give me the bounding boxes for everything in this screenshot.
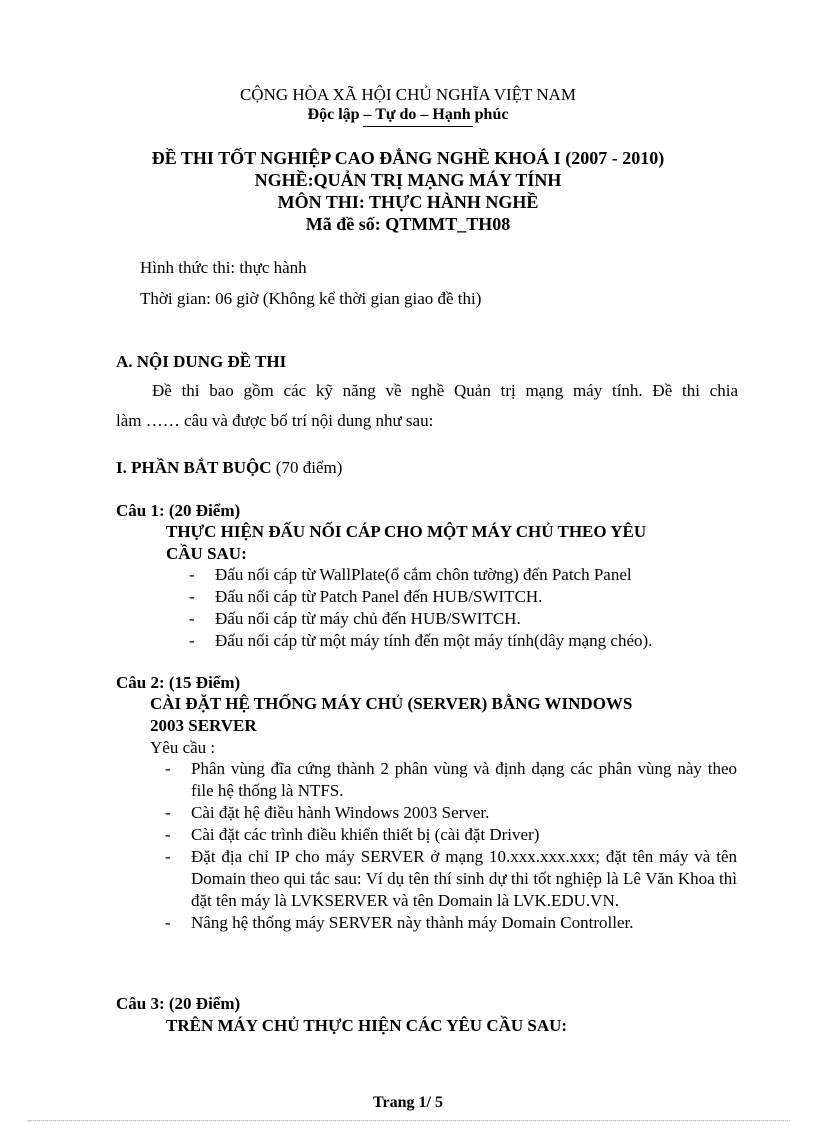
dash-marker: -	[165, 913, 171, 932]
dash-marker: -	[165, 847, 171, 866]
list-item: - Đấu nối cáp từ Patch Panel đến HUB/SWITCH.	[189, 587, 543, 606]
q1-label: Câu 1: (20 Điểm)	[116, 501, 241, 520]
dash-marker: -	[189, 631, 195, 650]
part-i-heading-bold: I. PHẦN BẮT BUỘC	[116, 458, 272, 477]
exam-code: Mã đề số: QTMMT_TH08	[305, 214, 511, 234]
part-i-heading-points: (70 điểm)	[271, 458, 343, 477]
dash-marker: -	[165, 825, 171, 844]
list-item: - Cài đặt hệ điều hành Windows 2003 Server.	[165, 803, 490, 822]
q1-title-line2: CẦU SAU:	[166, 544, 247, 563]
q2-list	[165, 758, 737, 934]
q2-title-line2: 2003 SERVER	[150, 716, 257, 735]
exam-title: ĐỀ THI TỐT NGHIỆP CAO ĐẲNG NGHỀ KHOÁ I (2007 - 2010)	[151, 148, 665, 168]
q2-title-line1: CÀI ĐẶT HỆ THỐNG MÁY CHỦ (SERVER) BẰNG WINDOWS	[150, 694, 633, 713]
q2-label: Câu 2: (15 Điểm)	[116, 673, 241, 692]
exam-time: Thời gian: 06 giờ (Không kể thời gian giao đề thi)	[140, 289, 482, 308]
q2-requirements-label: Yêu cầu :	[150, 738, 216, 757]
list-item: - Phân vùng đĩa cứng thành 2 phân vùng và định dạng các phân vùng này theo file hệ thống là NTFS.	[165, 759, 737, 800]
footer-divider	[28, 1120, 790, 1121]
q1-list	[189, 564, 749, 652]
q1-title-line1: THỰC HIỆN ĐẤU NỐI CÁP CHO MỘT MÁY CHỦ THEO YÊU	[166, 522, 647, 541]
dash-marker: -	[189, 565, 195, 584]
profession-title: NGHỀ:QUẢN TRỊ MẠNG MÁY TÍNH	[254, 170, 562, 190]
list-item: - Nâng hệ thống máy SERVER này thành máy Domain Controller.	[165, 913, 634, 932]
exam-form: Hình thức thi: thực hành	[140, 258, 307, 277]
dash-marker: -	[165, 803, 171, 822]
list-item: - Đấu nối cáp từ máy chủ đến HUB/SWITCH.	[189, 609, 521, 628]
dash-marker: -	[189, 587, 195, 606]
country-name: CỘNG HÒA XÃ HỘI CHỦ NGHĨA VIỆT NAM	[239, 85, 577, 104]
list-item: - Đấu nối cáp từ WallPlate(ổ cắm chôn tường) đến Patch Panel	[189, 565, 632, 584]
section-a-para-line2: làm …… câu và được bố trí nội dung như sau:	[116, 411, 434, 430]
list-item: - Cài đặt các trình điều khiển thiết bị (cài đặt Driver)	[165, 825, 540, 844]
section-a-para-line1: Đề thi bao gồm các kỹ năng về nghề Quản trị mạng máy tính. Đề thi chia	[152, 381, 738, 400]
motto: Độc lập – Tự do – Hạnh phúc	[307, 106, 509, 123]
q3-title: TRÊN MÁY CHỦ THỰC HIỆN CÁC YÊU CẦU SAU:	[166, 1016, 568, 1035]
page-number: Trang 1/ 5	[373, 1094, 443, 1111]
q3-label: Câu 3: (20 Điểm)	[116, 994, 241, 1013]
list-item: - Đặt địa chỉ IP cho máy SERVER ở mạng 10.xxx.xxx.xxx; đặt tên máy và tên Domain theo qui tắc sau: Ví dụ tên thí sinh dự thi tốt nghiệp là Lê Văn Khoa thì đặt tên máy là LVKSERVER và tên Domain là LVK.EDU.VN.	[165, 847, 737, 910]
dash-marker: -	[165, 759, 171, 778]
list-item: - Đấu nối cáp từ một máy tính đến một máy tính(dây mạng chéo).	[189, 631, 653, 650]
dash-marker: -	[189, 609, 195, 628]
part-i-heading	[116, 457, 342, 479]
section-a-heading: A. NỘI DUNG ĐỀ THI	[116, 352, 287, 371]
subject-title: MÔN THI: THỰC HÀNH NGHỀ	[277, 192, 539, 212]
motto-underline	[363, 126, 473, 127]
